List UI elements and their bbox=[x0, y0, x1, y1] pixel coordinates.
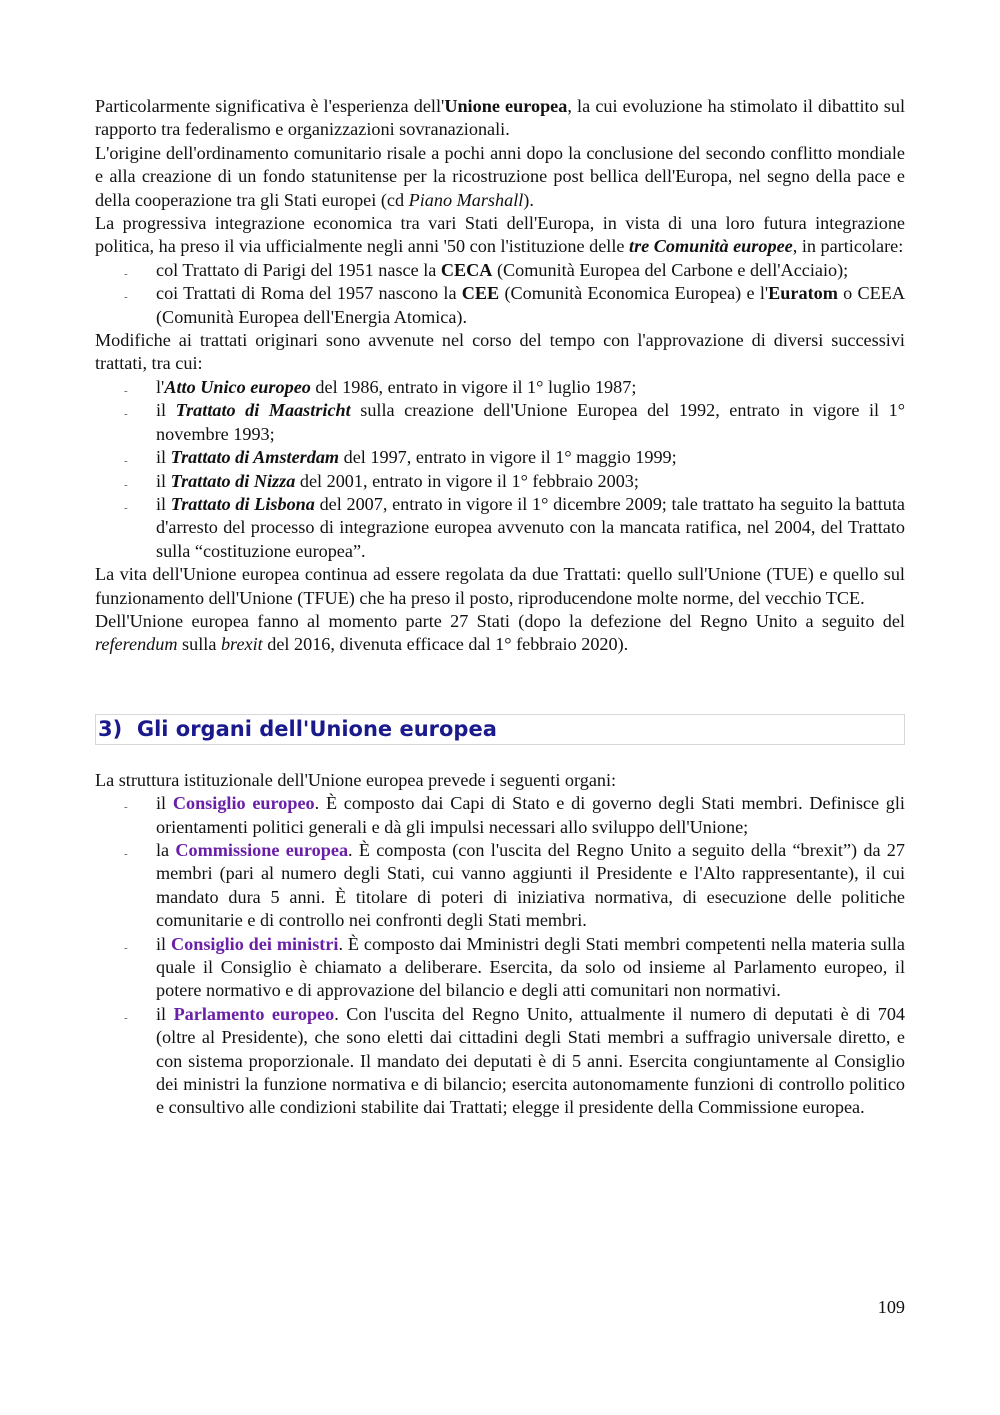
bullet-icon bbox=[124, 376, 134, 399]
bullet-icon bbox=[124, 282, 134, 305]
text: il bbox=[156, 1003, 174, 1024]
treaty-name: Atto Unico europeo bbox=[164, 376, 311, 397]
text: del 2007, entrato in vigore il 1° dicembre 2009; tale trattato ha seguito la battuta d'arresto del processo di integrazione europea avvenuto con la mancata ratifica, nel 2004, del Trattato sulla “costituzione europea”. bbox=[156, 493, 906, 561]
text: del 2016, divenuta efficace dal 1° febbraio 2020). bbox=[262, 634, 629, 655]
text: . È composto dai Mministri degli Stati membri competenti nella materia sulla quale il Consiglio è chiamato a deliberare. Esercita, da solo od insieme al Parlamento europeo, il potere normativo e di approvazione del bilancio e degli atti comunitari non normativi. bbox=[156, 933, 906, 1001]
text: il bbox=[156, 400, 176, 421]
bold-italic-term: tre Comunità europee bbox=[629, 236, 793, 257]
list-item bbox=[95, 282, 905, 329]
text: del 1986, entrato in vigore il 1° luglio 1987; bbox=[310, 376, 637, 397]
text: del 2001, entrato in vigore il 1° febbraio 2003; bbox=[295, 470, 639, 491]
list-item bbox=[95, 839, 905, 933]
list-item bbox=[95, 470, 905, 493]
text: (Comunità Economica Europea) e l' bbox=[499, 283, 769, 304]
text: col Trattato di Parigi del 1951 nasce la bbox=[156, 259, 441, 280]
bullet-icon bbox=[124, 933, 134, 956]
bullet-icon bbox=[124, 446, 134, 469]
bullet-icon bbox=[124, 399, 134, 422]
text: Dell'Unione europea fanno al momento parte 27 Stati (dopo la defezione del Regno Unito a seguito del bbox=[95, 610, 905, 631]
italic-term: Piano Marshall bbox=[408, 189, 524, 210]
paragraph-stati bbox=[95, 610, 905, 657]
paragraph-vita: La vita dell'Unione europea continua ad essere regolata da due Trattati: quello sull'Unione (TUE) e quello sul funzionamento dell'Unione (TFUE) che ha preso il posto, riproducendone molte norme, del vecchio TCE. bbox=[95, 564, 905, 608]
list-item bbox=[95, 259, 905, 282]
text: L'origine dell'ordinamento comunitario risale a pochi anni dopo la conclusione del secondo conflitto mondiale e alla creazione di un fondo statunitense per la ricostruzione post bellica dell'Europa, nel segno della pace e della cooperazione tra gli Stati europei (cd bbox=[95, 142, 905, 210]
text: La progressiva integrazione economica tra vari Stati dell'Europa, in vista di una loro futura integrazione politica, ha preso il via ufficialmente negli anni '50 con l'istituzione delle bbox=[95, 213, 905, 257]
organ-name: Consiglio dei ministri bbox=[171, 933, 339, 954]
text: Particolarmente significativa è l'esperienza dell' bbox=[95, 96, 445, 116]
list-item bbox=[95, 933, 905, 1003]
text: il bbox=[156, 933, 172, 954]
treaty-name: Trattato di Lisbona bbox=[170, 493, 315, 514]
text: . È composto dai Capi di Stato e di governo degli Stati membri. Definisce gli orientamenti politici generali e dà gli impulsi necessari allo sviluppo dell'Unione; bbox=[156, 793, 905, 837]
section-heading-box bbox=[95, 714, 905, 745]
list-item bbox=[95, 399, 905, 446]
italic-term: brexit bbox=[220, 634, 263, 655]
bullet-icon bbox=[124, 792, 134, 815]
text: , in particolare: bbox=[792, 236, 904, 257]
text: l' bbox=[156, 376, 165, 397]
section-heading: 3) Gli organi dell'Unione europea bbox=[98, 716, 497, 741]
text: (Comunità Europea del Carbone e dell'Acciaio); bbox=[492, 259, 849, 280]
paragraph-section-intro: La struttura istituzionale dell'Unione europea prevede i seguenti organi: bbox=[95, 769, 617, 790]
text: sulla bbox=[177, 634, 221, 655]
list-item bbox=[95, 446, 905, 469]
list-item bbox=[95, 792, 905, 839]
paragraph-origin bbox=[95, 142, 905, 212]
text: il bbox=[156, 493, 171, 514]
text: o CEEA (Comunità Europea dell'Energia Atomica). bbox=[156, 283, 905, 327]
text: il bbox=[156, 793, 173, 814]
bullet-icon bbox=[124, 470, 134, 493]
bullet-icon bbox=[124, 259, 134, 282]
text: coi Trattati di Roma del 1957 nascono la bbox=[156, 283, 462, 304]
organ-name: Commissione europea bbox=[175, 839, 349, 860]
organ-name: Consiglio europeo bbox=[172, 793, 315, 814]
text: . Con l'uscita del Regno Unito, attualmente il numero di deputati è di 704 (oltre al Presidente), che sono eletti dai cittadini degli Stati membri a suffragio universale diretto, e con sistema proporzionale. Il mandato dei deputati è di 5 anni. Esercita congiuntamente al Consiglio dei ministri la funzione normativa e di bilancio; esercita autonomamente funzioni di controllo politico e consultivo alle condizioni stabilite dai Trattati; elegge il presidente della Commissione europea. bbox=[156, 1003, 906, 1118]
list-item bbox=[95, 493, 905, 563]
treaties-list bbox=[95, 376, 905, 563]
list-item bbox=[95, 1003, 905, 1120]
text: del 1997, entrato in vigore il 1° maggio 1999; bbox=[339, 447, 677, 468]
text: sulla creazione dell'Unione Europea del 1992, entrato in vigore il 1° novembre 1993; bbox=[156, 400, 906, 444]
bold-term: CECA bbox=[440, 259, 493, 280]
paragraph-integration bbox=[95, 212, 905, 259]
paragraph-modifiche: Modifiche ai trattati originari sono avvenute nel corso del tempo con l'approvazione di diversi successivi trattati, tra cui: bbox=[95, 330, 905, 374]
text: la bbox=[156, 839, 176, 860]
italic-term: referendum bbox=[95, 634, 178, 655]
text: , la cui evoluzione ha stimolato il dibattito sul rapporto tra federalismo e organizzazioni sovranazionali. bbox=[95, 96, 906, 140]
bold-term: CEE bbox=[461, 283, 500, 304]
paragraph-intro bbox=[95, 95, 905, 142]
bullet-icon bbox=[124, 493, 134, 516]
text: il bbox=[156, 470, 171, 491]
text: ). bbox=[523, 189, 534, 210]
list-item bbox=[95, 376, 905, 399]
treaty-name: Trattato di Amsterdam bbox=[170, 447, 340, 468]
communities-list bbox=[95, 259, 905, 329]
organs-list bbox=[95, 792, 905, 1120]
treaty-name: Trattato di Nizza bbox=[170, 470, 296, 491]
bullet-icon bbox=[124, 1003, 134, 1026]
bold-term: Unione europea bbox=[444, 96, 568, 116]
bold-term: Euratom bbox=[768, 283, 838, 304]
page-number: 109 bbox=[877, 1297, 905, 1317]
text: . È composta (con l'uscita del Regno Unito a seguito della “brexit”) da 27 membri (pari al numero degli Stati, cui vanno aggiunti il Presidente e l'Alto rappresentante), il cui mandato dura 5 anni. È titolare di poteri di iniziativa normativa, di esecuzione delle politiche comunitarie e di controllo nei confronti degli Stati membri. bbox=[156, 839, 905, 931]
bullet-icon bbox=[124, 839, 134, 862]
organ-name: Parlamento europeo bbox=[173, 1003, 335, 1024]
text: il bbox=[156, 447, 171, 468]
treaty-name: Trattato di Maastricht bbox=[175, 400, 351, 421]
document-page bbox=[95, 95, 905, 1120]
